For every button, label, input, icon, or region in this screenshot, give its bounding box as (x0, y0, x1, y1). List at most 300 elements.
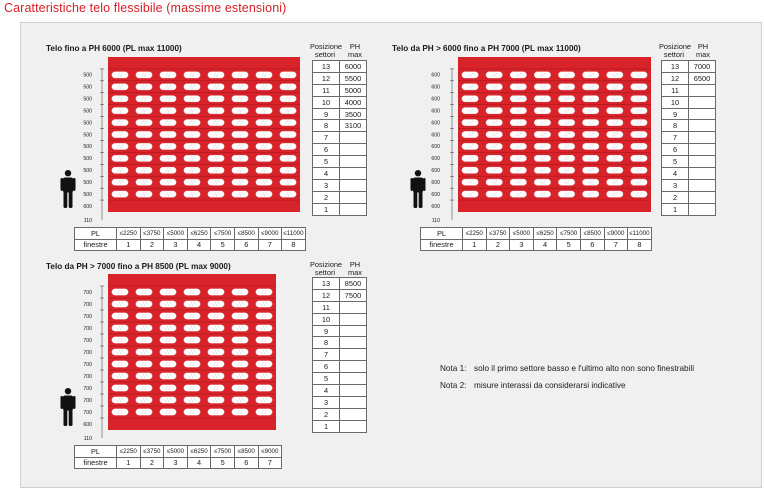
window (280, 84, 296, 90)
window (510, 155, 526, 161)
sector-position: 7 (313, 349, 340, 361)
window (280, 167, 296, 173)
sector-ph-max: 5000 (340, 84, 367, 96)
pl-label: PL (75, 446, 117, 458)
sector-position: 5 (662, 156, 689, 168)
diagram-3-positions-header: Posizione settori (310, 260, 343, 277)
windows-label: finestre (421, 239, 463, 251)
window (462, 131, 478, 137)
window (558, 191, 574, 197)
sector-position: 1 (313, 420, 340, 432)
window (232, 373, 248, 379)
diagram-1-phmax-header: PH max (348, 42, 362, 59)
window-count: 3 (164, 239, 188, 251)
dimension-label: 700 (83, 373, 92, 380)
window (462, 84, 478, 90)
dimension-label: 500 (83, 144, 92, 151)
window (112, 325, 128, 331)
window (631, 191, 647, 197)
pl-value: ≤5000 (164, 228, 188, 240)
window (160, 72, 176, 78)
dimension-label: 600 (431, 132, 440, 139)
sector-position: 8 (662, 120, 689, 132)
window (136, 385, 152, 391)
window (631, 179, 647, 185)
window (607, 179, 623, 185)
window (558, 179, 574, 185)
window (510, 72, 526, 78)
window (462, 72, 478, 78)
window (184, 84, 200, 90)
window (136, 131, 152, 137)
window (256, 108, 272, 114)
window (136, 301, 152, 307)
window (510, 84, 526, 90)
dimension-label: 600 (83, 203, 92, 210)
window (510, 179, 526, 185)
sector-position: 2 (313, 191, 340, 203)
window (136, 313, 152, 319)
window-count: 7 (604, 239, 628, 251)
window (112, 131, 128, 137)
dimension-label: 600 (431, 120, 440, 127)
sector-ph-max: 4000 (340, 96, 367, 108)
window (558, 155, 574, 161)
sector-position: 8 (313, 337, 340, 349)
dimension-label: 700 (83, 301, 92, 308)
sector-position: 1 (313, 203, 340, 215)
window (184, 191, 200, 197)
window (136, 349, 152, 355)
sector-position: 4 (313, 168, 340, 180)
window (534, 72, 550, 78)
window (510, 119, 526, 125)
window (486, 131, 502, 137)
window (112, 409, 128, 415)
window (184, 349, 200, 355)
window (631, 108, 647, 114)
window (582, 191, 598, 197)
dimension-label: 700 (83, 289, 92, 296)
window (112, 337, 128, 343)
window (256, 373, 272, 379)
window (136, 167, 152, 173)
window-count: 3 (510, 239, 534, 251)
window (607, 143, 623, 149)
window (280, 179, 296, 185)
dimension-label: 600 (431, 96, 440, 103)
dimension-label: 600 (431, 84, 440, 91)
window (232, 361, 248, 367)
window (136, 361, 152, 367)
window (184, 361, 200, 367)
window (184, 179, 200, 185)
pl-value: ≤8500 (234, 228, 258, 240)
window (160, 179, 176, 185)
window (558, 119, 574, 125)
window (112, 96, 128, 102)
window (208, 373, 224, 379)
window (486, 143, 502, 149)
window (486, 119, 502, 125)
dimension-label: 700 (83, 361, 92, 368)
pl-value: ≤5000 (510, 228, 534, 240)
sector-position: 12 (313, 72, 340, 84)
bottom-dimension-label: 110 (431, 218, 440, 224)
note-2-key: Nota 2: (440, 380, 467, 390)
window (208, 337, 224, 343)
note-1-key: Nota 1: (440, 364, 467, 373)
window (280, 131, 296, 137)
pl-value: ≤6250 (187, 228, 211, 240)
window (631, 131, 647, 137)
window (208, 96, 224, 102)
window (208, 108, 224, 114)
window (256, 289, 272, 295)
window-count: 6 (580, 239, 604, 251)
window-count: 3 (164, 457, 188, 469)
window (256, 349, 272, 355)
window (208, 143, 224, 149)
dimension-label: 600 (431, 144, 440, 151)
window-count: 5 (557, 239, 581, 251)
window (184, 325, 200, 331)
window (208, 84, 224, 90)
window (256, 397, 272, 403)
window (256, 385, 272, 391)
window (510, 131, 526, 137)
window (558, 131, 574, 137)
sector-position: 7 (313, 132, 340, 144)
window (112, 397, 128, 403)
window-count: 6 (234, 239, 258, 251)
window (184, 337, 200, 343)
dimension-label: 700 (83, 385, 92, 392)
window (486, 72, 502, 78)
sector-position: 6 (313, 361, 340, 373)
window (160, 167, 176, 173)
window (462, 179, 478, 185)
window (534, 96, 550, 102)
window (184, 96, 200, 102)
window (607, 155, 623, 161)
dimension-label: 600 (431, 108, 440, 115)
window (462, 155, 478, 161)
person-icon (411, 170, 426, 208)
window (136, 409, 152, 415)
window (184, 409, 200, 415)
diagram-2-positions-header: Posizione settori (659, 42, 692, 59)
window (607, 72, 623, 78)
window (232, 325, 248, 331)
window (510, 108, 526, 114)
window (136, 155, 152, 161)
pl-value: ≤9000 (258, 446, 282, 458)
window (462, 143, 478, 149)
dimension-label: 500 (83, 72, 92, 79)
window (486, 167, 502, 173)
window (160, 108, 176, 114)
pl-value: ≤3750 (140, 446, 164, 458)
dimension-label: 600 (431, 168, 440, 175)
dimension-label: 600 (431, 179, 440, 186)
window (462, 108, 478, 114)
window (136, 373, 152, 379)
window (582, 84, 598, 90)
window (232, 119, 248, 125)
window (232, 409, 248, 415)
window (160, 155, 176, 161)
window (136, 84, 152, 90)
window (607, 96, 623, 102)
diagram-1-title: Telo fino a PH 6000 (PL max 11000) (46, 44, 182, 53)
window (558, 143, 574, 149)
dimension-label: 700 (83, 325, 92, 332)
window (160, 143, 176, 149)
pl-value: ≤6250 (533, 228, 557, 240)
window (112, 84, 128, 90)
sector-ph-max: 5500 (340, 72, 367, 84)
window (136, 325, 152, 331)
window (208, 325, 224, 331)
window (208, 72, 224, 78)
window (582, 119, 598, 125)
window (256, 119, 272, 125)
window (486, 191, 502, 197)
window (280, 143, 296, 149)
sector-position: 10 (662, 96, 689, 108)
sector-position: 13 (313, 278, 340, 290)
window (232, 108, 248, 114)
sector-position: 2 (662, 191, 689, 203)
window (280, 96, 296, 102)
sector-ph-max: 6000 (340, 61, 367, 73)
window (136, 72, 152, 78)
window (160, 301, 176, 307)
window (232, 313, 248, 319)
sector-position: 4 (662, 168, 689, 180)
window (582, 155, 598, 161)
sector-ph-max: 7500 (340, 289, 367, 301)
note-1-text: solo il primo settore basso e l'ultimo alto non sono finestrabili (474, 364, 695, 373)
window (112, 167, 128, 173)
window (112, 72, 128, 78)
windows-label: finestre (75, 457, 117, 469)
window (136, 143, 152, 149)
window (160, 409, 176, 415)
sector-position: 2 (313, 408, 340, 420)
sector-position: 5 (313, 156, 340, 168)
window (112, 119, 128, 125)
sector-position: 11 (313, 301, 340, 313)
window (112, 179, 128, 185)
window (256, 337, 272, 343)
sector-position: 6 (662, 144, 689, 156)
window (582, 72, 598, 78)
window (256, 131, 272, 137)
window (280, 72, 296, 78)
window (256, 313, 272, 319)
window (582, 179, 598, 185)
pl-label: PL (75, 228, 117, 240)
window (208, 289, 224, 295)
window (558, 72, 574, 78)
sector-position: 11 (662, 84, 689, 96)
window (136, 96, 152, 102)
window (160, 349, 176, 355)
window (184, 131, 200, 137)
dimension-label: 700 (83, 313, 92, 320)
pl-value: ≤9000 (258, 228, 282, 240)
window (256, 167, 272, 173)
window (232, 72, 248, 78)
window (208, 155, 224, 161)
window (208, 167, 224, 173)
window (160, 289, 176, 295)
dimension-label: 500 (83, 132, 92, 139)
window (486, 179, 502, 185)
sector-position: 6 (313, 144, 340, 156)
window (607, 167, 623, 173)
window (582, 96, 598, 102)
diagram-2-title: Telo da PH > 6000 fino a PH 7000 (PL max 11000) (392, 44, 581, 53)
sector-position: 9 (313, 108, 340, 120)
sector-position: 9 (662, 108, 689, 120)
window (232, 289, 248, 295)
window (534, 131, 550, 137)
window (631, 72, 647, 78)
dimension-label: 500 (83, 168, 92, 175)
window (558, 96, 574, 102)
window (160, 313, 176, 319)
window (232, 84, 248, 90)
window (136, 397, 152, 403)
window (136, 337, 152, 343)
window (534, 155, 550, 161)
window-count: 8 (628, 239, 652, 251)
window (232, 301, 248, 307)
window (160, 96, 176, 102)
sector-position: 10 (313, 313, 340, 325)
dimension-label: 500 (83, 156, 92, 163)
window (184, 72, 200, 78)
window (232, 179, 248, 185)
sector-position: 3 (662, 179, 689, 191)
window (631, 143, 647, 149)
window (631, 96, 647, 102)
note-1 (440, 364, 694, 375)
window (534, 119, 550, 125)
window (462, 96, 478, 102)
dimension-label: 700 (83, 349, 92, 356)
sector-position: 11 (313, 84, 340, 96)
dimension-label: 600 (431, 191, 440, 198)
diagram-2-phmax-header: PH max (696, 42, 710, 59)
sector-position: 8 (313, 120, 340, 132)
window (558, 167, 574, 173)
note-2-text: misure interassi da considerarsi indicative (474, 380, 626, 390)
window (112, 313, 128, 319)
window (208, 349, 224, 355)
sector-position: 3 (313, 179, 340, 191)
dimension-label: 500 (83, 191, 92, 198)
window (607, 191, 623, 197)
window (631, 84, 647, 90)
window (208, 119, 224, 125)
window (256, 96, 272, 102)
notes (440, 364, 694, 391)
window (256, 155, 272, 161)
window-count: 4 (187, 457, 211, 469)
window (607, 108, 623, 114)
window (208, 385, 224, 391)
window (534, 179, 550, 185)
window (112, 155, 128, 161)
window (256, 72, 272, 78)
pl-value: ≤9000 (604, 228, 628, 240)
window (112, 373, 128, 379)
page-title: Caratteristiche telo flessibile (massime estensioni) (4, 1, 287, 15)
pl-value: ≤8500 (580, 228, 604, 240)
window-count: 5 (211, 457, 235, 469)
window (534, 191, 550, 197)
window (160, 84, 176, 90)
window (280, 191, 296, 197)
sector-position: 7 (662, 132, 689, 144)
window (160, 385, 176, 391)
window (208, 397, 224, 403)
window (582, 143, 598, 149)
window (510, 96, 526, 102)
sector-position: 13 (313, 61, 340, 73)
window (462, 119, 478, 125)
window (136, 179, 152, 185)
window-count: 4 (187, 239, 211, 251)
window (160, 325, 176, 331)
person-icon (61, 388, 76, 426)
window (256, 84, 272, 90)
window (582, 167, 598, 173)
dimension-label: 500 (83, 120, 92, 127)
window (160, 397, 176, 403)
window (112, 289, 128, 295)
window (184, 373, 200, 379)
window-count: 1 (117, 239, 141, 251)
sector-position: 12 (313, 289, 340, 301)
window (256, 301, 272, 307)
window (208, 301, 224, 307)
window (112, 143, 128, 149)
window (232, 191, 248, 197)
person-icon (61, 170, 76, 208)
dimension-label: 700 (83, 409, 92, 416)
window-count: 1 (463, 239, 487, 251)
dimension-label: 700 (83, 337, 92, 344)
window (232, 397, 248, 403)
window (232, 131, 248, 137)
sector-position: 13 (662, 61, 689, 73)
window (184, 301, 200, 307)
window (112, 191, 128, 197)
window-count: 7 (258, 239, 282, 251)
pl-label: PL (421, 228, 463, 240)
window (256, 143, 272, 149)
window (112, 385, 128, 391)
window (534, 108, 550, 114)
window (112, 361, 128, 367)
window (184, 289, 200, 295)
window (184, 397, 200, 403)
